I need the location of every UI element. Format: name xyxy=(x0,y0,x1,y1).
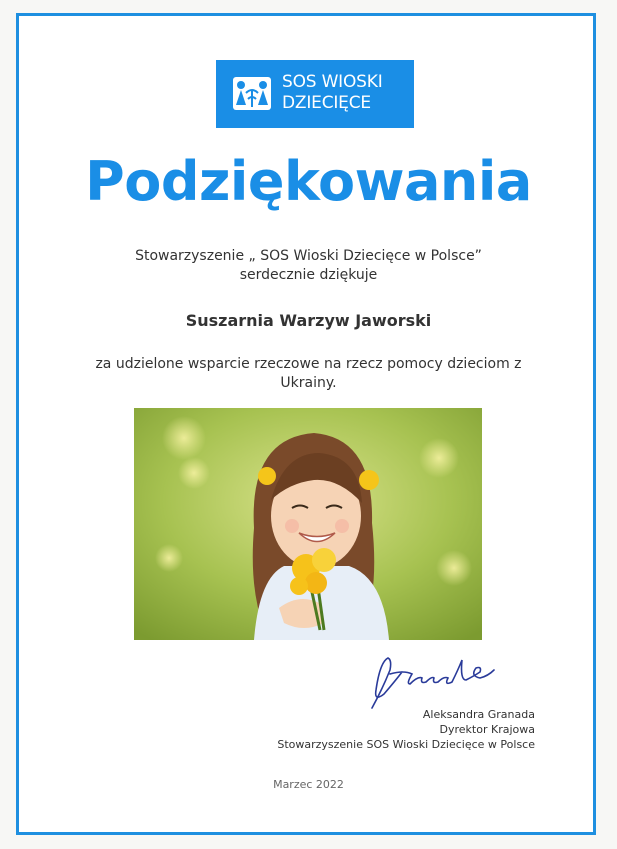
child-with-flowers-image xyxy=(134,408,482,640)
logo-line-2: DZIECIĘCE xyxy=(282,93,371,113)
logo-text xyxy=(282,72,383,114)
page-title: Podziękowania xyxy=(85,150,532,213)
reason-line-2: Ukrainy. xyxy=(280,375,337,391)
reason-line-1: za udzielone wsparcie rzeczowe na rzecz pomocy dzieciom z xyxy=(95,356,522,372)
intro-line-1: Stowarzyszenie „ SOS Wioski Dziecięce w Polsce” xyxy=(135,248,482,264)
signatory-name: Aleksandra Granada xyxy=(422,708,535,721)
child-photo xyxy=(134,408,482,640)
signatory-organization: Stowarzyszenie SOS Wioski Dziecięce w Polsce xyxy=(277,738,535,751)
children-logo-icon xyxy=(233,77,271,110)
handwritten-signature xyxy=(362,650,512,710)
sos-logo xyxy=(216,60,414,128)
date: Marzec 2022 xyxy=(273,778,344,791)
signatory-role: Dyrektor Krajowa xyxy=(439,723,535,736)
recipient-name: Suszarnia Warzyw Jaworski xyxy=(185,311,432,330)
logo-line-1: SOS WIOSKI xyxy=(282,72,383,92)
intro-line-2: serdecznie dziękuje xyxy=(239,267,378,283)
